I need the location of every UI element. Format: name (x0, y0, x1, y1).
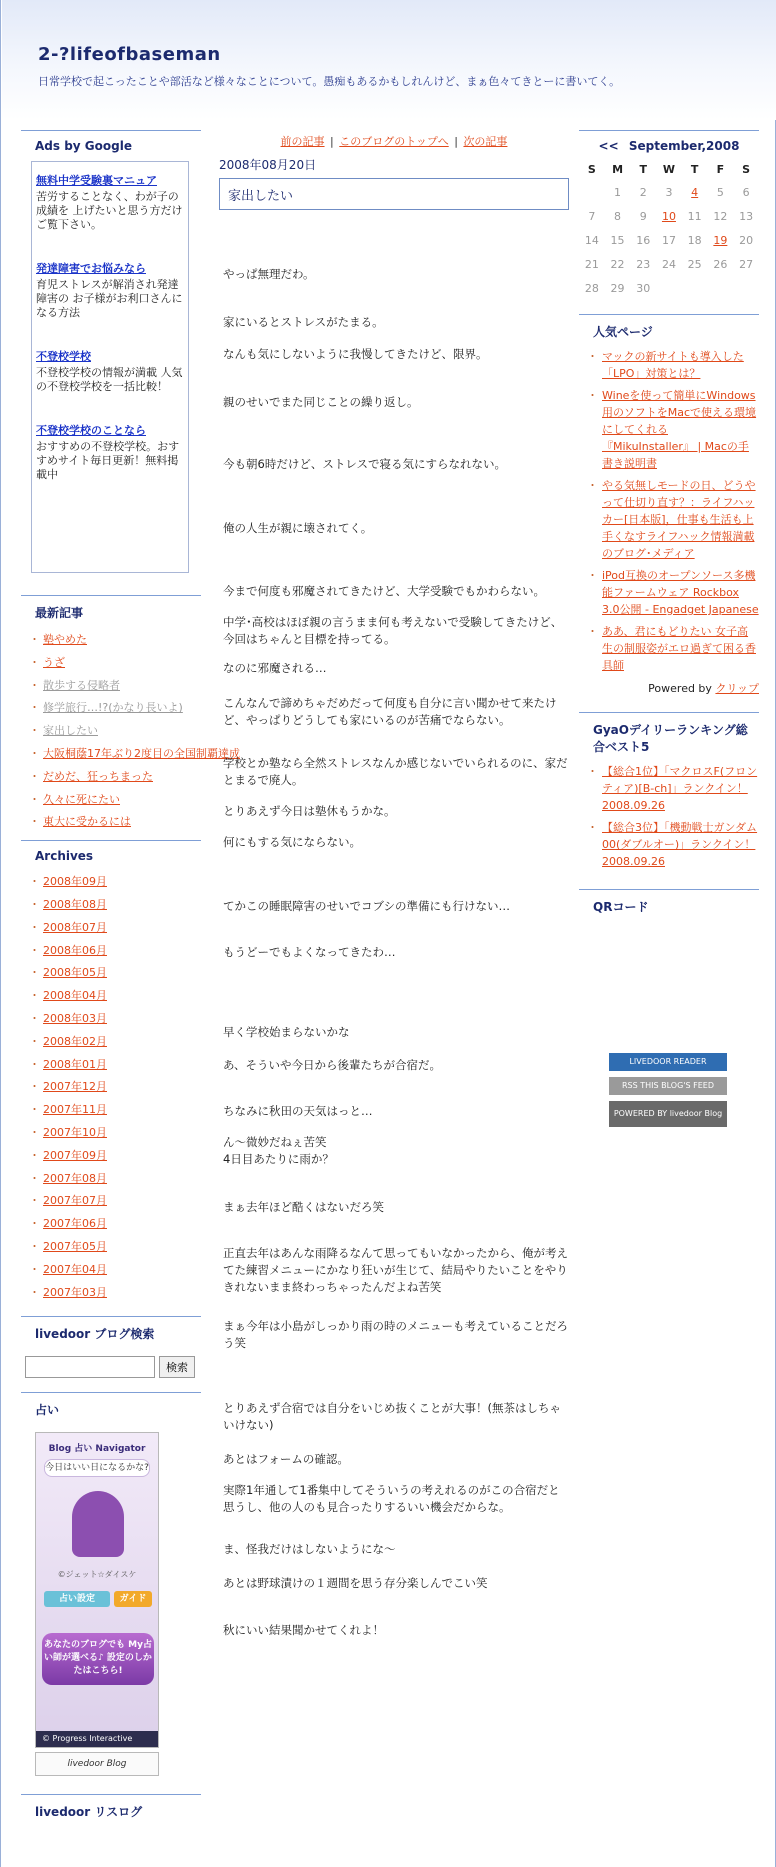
recent-post-item (29, 789, 201, 812)
nav-separator: | (454, 135, 458, 148)
blog-search-heading: livedoor ブログ検索 (21, 1316, 201, 1350)
bullet-icon: ・ (29, 815, 40, 829)
uranai-footer: © Progress Interactive (36, 1731, 158, 1747)
archive-item (29, 1282, 201, 1305)
recent-post-link[interactable]: 大阪桐蔭17年ぶり2度目の全国制覇達成 (43, 746, 240, 760)
popular-link[interactable]: マックの新サイトも導入した「LPO」対策とは？ (602, 350, 744, 380)
bullet-icon: ・ (29, 1194, 40, 1208)
calendar-weekday: T (639, 163, 648, 176)
bullet-icon: ・ (29, 769, 40, 783)
calendar-weekday: S (742, 163, 751, 176)
powered-by-livedoor-badge[interactable]: POWERED BY livedoor Blog (609, 1101, 727, 1127)
calendar-day: 7 (588, 209, 596, 223)
calendar-day-link[interactable]: 4 (691, 185, 699, 199)
calendar-day: 27 (739, 257, 754, 271)
calendar-week (579, 276, 759, 300)
calendar-day (579, 180, 605, 204)
calendar-day: 21 (584, 257, 599, 271)
post-paragraph: 今も朝6時だけど、ストレスで寝る気にすらなれない。 (223, 457, 506, 471)
powered-by (579, 680, 759, 696)
bullet-icon: ・ (29, 943, 40, 957)
popular-link[interactable]: Wineを使って簡単にWindows用のソフトをMacで使える環境にしてくれる『MikuInstaller』 | Macの手書き説明書 (602, 389, 757, 470)
bullet-icon: ・ (587, 389, 598, 402)
post-paragraph: ん～微妙だねぇ苦笑 4日目あたりに雨か？ (223, 1135, 334, 1166)
popular-item (587, 567, 759, 618)
ad-title[interactable]: 無料中学受験裏マニュア (36, 174, 157, 187)
ad-text: おすすめの不登校学校。おすすめサイト毎日更新！無料掲載中 (36, 440, 180, 481)
calendar-prev-link[interactable]: << (598, 139, 619, 153)
archive-item (29, 917, 201, 940)
blog-top-link[interactable]: このブログのトップへ (339, 135, 449, 148)
archive-item (29, 1008, 201, 1031)
ad-text: 不登校学校の情報が満載 人気の不登校学校を一括比較！ (36, 366, 183, 393)
rabbit-character-icon (72, 1491, 124, 1557)
recent-post-item (29, 697, 201, 720)
blog-description: 日常学校で起こったことや部活など様々なことについて。愚痴もあるかもしれんけど、まぁ色々てきとーに書いてく。 (38, 75, 621, 88)
calendar-header (579, 130, 759, 159)
calendar-day: 18 (687, 233, 702, 247)
livedoor-blog-badge[interactable]: livedoor Blog (35, 1752, 159, 1776)
recent-post-link[interactable]: だめだ、狂っちまった (43, 769, 153, 783)
recent-post-link[interactable]: 東大に受かるには (43, 815, 131, 829)
calendar-day: 17 (661, 233, 676, 247)
calendar-week (579, 228, 759, 252)
popular-item (587, 387, 759, 472)
recent-post-item (29, 743, 240, 766)
post-paragraph: まぁ今年は小島がしっかり雨の時のメニューも考えていることだろう笑 (223, 1319, 568, 1350)
archive-item (29, 894, 201, 917)
popular-heading: 人気ページ (579, 314, 759, 348)
recent-post-link[interactable]: 久々に死にたい (43, 792, 120, 806)
post-paragraph: 秋にいい結果聞かせてくれよ！ (223, 1623, 384, 1637)
archives-list (21, 871, 201, 1304)
blog-header (2, 0, 776, 120)
archive-link[interactable]: 2008年02月 (43, 1034, 107, 1048)
post-paragraph: あとはフォームの確認。 (223, 1452, 349, 1466)
archive-link[interactable]: 2007年05月 (43, 1239, 107, 1253)
bullet-icon: ・ (29, 724, 40, 738)
calendar-day-link[interactable]: 10 (661, 209, 676, 223)
bullet-icon: ・ (587, 821, 598, 834)
ads-box (31, 161, 189, 573)
recent-post-item (29, 811, 201, 834)
calendar-day: 9 (639, 209, 647, 223)
archive-link[interactable]: 2007年07月 (43, 1194, 107, 1208)
archive-link[interactable]: 2008年07月 (43, 920, 107, 934)
bullet-icon: ・ (29, 1125, 40, 1139)
archive-link[interactable]: 2007年03月 (43, 1285, 107, 1299)
recent-post-item (29, 652, 201, 675)
post-paragraph: てかこの睡眠障害のせいでコブシの準備にも行けない… (223, 899, 511, 913)
recent-posts-heading: 最新記事 (21, 595, 201, 629)
archive-link[interactable]: 2007年12月 (43, 1080, 107, 1094)
post-paragraph: ちなみに秋田の天気はっと… (223, 1104, 373, 1118)
calendar-weekday: S (587, 163, 596, 176)
archive-item (29, 1236, 201, 1259)
post-paragraph: こんなんで諦めちゃだめだって何度も自分に言い聞かせて来たけど、やっぱりどうしても家にいるのが苦痛でならない。 (223, 696, 557, 727)
calendar-day (708, 276, 734, 300)
bullet-icon: ・ (29, 875, 40, 889)
popular-list (579, 348, 759, 674)
calendar-day: 25 (687, 257, 702, 271)
ad-title[interactable]: 不登校学校 (36, 350, 91, 363)
bullet-icon: ・ (29, 1034, 40, 1048)
calendar-weekday: T (690, 163, 699, 176)
post-paragraph: とりあえず合宿では自分をいじめ抜くことが大事！(無茶はしちゃいけない) (223, 1401, 561, 1432)
recent-post-item (29, 720, 201, 743)
bullet-icon: ・ (29, 655, 40, 669)
post-paragraph: まぁ去年ほど酷くはないだろ笑 (223, 1200, 384, 1214)
popular-link[interactable]: iPod互換のオープンソース多機能ファームウェア Rockbox 3.0公開 - Engadget Japanese (602, 569, 759, 616)
livedoor-reader-badge[interactable]: LIVEDOOR READER (609, 1053, 727, 1071)
bullet-icon: ・ (29, 1011, 40, 1025)
main-content (219, 130, 569, 1637)
popular-link[interactable]: やる気無しモードの日、どうやって仕切り直す？：ライフハッカー[日本版]，仕事も生活も上手くなすライフハック情報満載のブログ･メディア (602, 479, 756, 560)
bullet-icon: ・ (29, 1148, 40, 1162)
qr-code-area (579, 923, 759, 1053)
blog-search-form (21, 1350, 201, 1378)
bullet-icon: ・ (29, 920, 40, 934)
calendar-day: 16 (636, 233, 651, 247)
archive-link[interactable]: 2008年05月 (43, 966, 107, 980)
archive-item (29, 1259, 201, 1282)
uranai-heading: 占い (21, 1392, 201, 1426)
ad-title[interactable]: 発達障害でお悩みなら (36, 262, 146, 275)
calendar-day: 29 (610, 281, 625, 295)
post-paragraph: 家にいるとストレスがたまる。 (223, 315, 384, 329)
calendar-day: 8 (614, 209, 622, 223)
bullet-icon: ・ (29, 1080, 40, 1094)
calendar-day: 23 (636, 257, 651, 271)
popular-item (587, 348, 759, 382)
calendar-day-link[interactable]: 19 (713, 233, 728, 247)
archive-item (29, 1031, 201, 1054)
post-paragraph: 実際1年通して1番集中してそういうの考えれるのがこの合宿だと思うし、他の人のも見合ったりするいい機会だからな。 (223, 1483, 560, 1514)
calendar-day (733, 276, 759, 300)
bullet-icon: ・ (29, 966, 40, 980)
blog-search-input[interactable] (25, 1356, 155, 1378)
archive-item (29, 1190, 201, 1213)
calendar-day (656, 276, 682, 300)
archive-link[interactable]: 2007年08月 (43, 1171, 107, 1185)
archive-item (29, 940, 201, 963)
post-paragraph: もうどーでもよくなってきたわ… (223, 945, 396, 959)
recent-post-link[interactable]: 散歩する侵略者 (43, 678, 120, 692)
post-paragraph: とりあえず今日は塾休もうかな。 (223, 804, 396, 818)
archive-item (29, 1168, 201, 1191)
archive-link[interactable]: 2008年01月 (43, 1057, 107, 1071)
calendar-day: 20 (739, 233, 754, 247)
popular-item (587, 623, 759, 674)
post-paragraph: 今まで何度も邪魔されてきたけど、大学受験でもかわらない。 (223, 584, 545, 598)
ad-item (36, 172, 184, 232)
calendar-week (579, 204, 759, 228)
uranai-bubble: 今日はいい日になるかな? (44, 1459, 150, 1477)
post-paragraph: あ、そういや今日から後輩たちが合宿だ。 (223, 1058, 442, 1072)
risulog-heading: livedoor リスログ (21, 1794, 201, 1828)
calendar-day: 11 (687, 209, 702, 223)
popular-item (587, 477, 759, 562)
ad-text: 苦労することなく、わが子の成績を 上げたいと思う方だけご覧下さい。 (36, 190, 183, 231)
gyao-item (587, 819, 759, 870)
recent-post-item (29, 675, 201, 698)
ad-item (36, 422, 184, 482)
bullet-icon: ・ (29, 701, 40, 715)
calendar-day (682, 276, 708, 300)
archive-link[interactable]: 2007年10月 (43, 1125, 107, 1139)
uranai-banner[interactable]: あなたのブログでも My占い師が選べる♪ 設定のしかたはこちら! (42, 1633, 154, 1685)
post-paragraph: 何にもする気にならない。 (223, 835, 361, 849)
calendar-day: 15 (610, 233, 625, 247)
uranai-widget[interactable] (35, 1432, 159, 1748)
calendar-day: 13 (739, 209, 754, 223)
recent-post-link[interactable]: うざ (43, 655, 65, 669)
gyao-link[interactable]: 【総合1位】「マクロスF(フロンティア)[B-ch]」ランクイン！2008.09.26 (602, 765, 758, 812)
calendar-month: September,2008 (628, 139, 740, 153)
bullet-icon: ・ (587, 479, 598, 492)
archive-item (29, 1213, 201, 1236)
ad-text: 育児ストレスが解消され発達障害の お子様がお利口さんになる方法 (36, 278, 183, 319)
post-title[interactable]: 家出したい (219, 178, 569, 210)
bullet-icon: ・ (29, 1285, 40, 1299)
gyao-heading: GyaOデイリーランキング総合ベスト5 (579, 712, 759, 763)
bullet-icon: ・ (29, 746, 40, 760)
uranai-settings-button[interactable]: 占い設定 (44, 1591, 110, 1607)
blog-search-button[interactable]: 検索 (159, 1356, 195, 1378)
post-navigation (219, 133, 569, 149)
archive-item (29, 1054, 201, 1077)
archive-item (29, 1099, 201, 1122)
archives-heading: Archives (21, 840, 201, 871)
post-paragraph: やっぱ無理だわ。 (223, 267, 315, 281)
bullet-icon: ・ (29, 1103, 40, 1117)
bullet-icon: ・ (29, 897, 40, 911)
nav-separator: | (330, 135, 334, 148)
archive-link[interactable]: 2008年09月 (43, 875, 107, 889)
post-paragraph: なのに邪魔される… (223, 661, 327, 675)
post-paragraph: 親のせいでまた同じことの繰り返し。 (223, 395, 419, 409)
calendar-weekday: F (716, 163, 725, 176)
clip-link[interactable]: クリップ (715, 682, 759, 695)
recent-post-link[interactable]: 塾やめた (43, 633, 87, 646)
bullet-icon: ・ (29, 1217, 40, 1231)
calendar-table (579, 159, 759, 300)
archive-link[interactable]: 2008年08月 (43, 897, 107, 911)
gyao-link[interactable]: 【総合3位】「機動戦士ガンダム00(ダブルオー)」ランクイン！2008.09.26 (602, 821, 758, 868)
ad-item (36, 260, 184, 320)
bullet-icon: ・ (29, 1171, 40, 1185)
archive-link[interactable]: 2007年04月 (43, 1262, 107, 1276)
recent-post-link[interactable]: 家出したい (43, 724, 98, 738)
bullet-icon: ・ (29, 1239, 40, 1253)
gyao-item (587, 763, 759, 814)
right-sidebar (579, 130, 759, 1127)
ads-heading: Ads by Google (21, 130, 201, 161)
calendar-day: 30 (636, 281, 651, 295)
calendar-week (579, 252, 759, 276)
ad-title[interactable]: 不登校学校のことなら (36, 424, 146, 437)
calendar-day: 1 (614, 185, 622, 199)
bullet-icon: ・ (29, 1262, 40, 1276)
recent-post-item (29, 629, 201, 652)
uranai-credit: ©ジェット☆ダイスケ (57, 1570, 137, 1580)
uranai-guide-button[interactable]: ガイド (114, 1591, 152, 1607)
recent-post-item (29, 766, 201, 789)
calendar-day: 6 (742, 185, 750, 199)
bullet-icon: ・ (587, 625, 598, 638)
post-paragraph: 学校とか塾なら全然ストレスなんか感じないでいられるのに、家だとまるで廃人。 (223, 756, 568, 787)
calendar-day: 12 (713, 209, 728, 223)
post-paragraph: あとは野球漬けの１週間を思う存分楽しんでこい笑 (223, 1576, 488, 1590)
calendar-weekday: M (612, 163, 624, 176)
recent-posts-list (21, 629, 240, 834)
calendar-day: 14 (584, 233, 599, 247)
gyao-list (579, 763, 759, 870)
calendar-week (579, 180, 759, 204)
calendar-day: 2 (639, 185, 647, 199)
archive-link[interactable]: 2007年11月 (43, 1103, 107, 1117)
archive-item (29, 985, 201, 1008)
archive-item (29, 1145, 201, 1168)
blog-title[interactable]: 2-?lifeofbaseman (38, 44, 221, 65)
bullet-icon: ・ (587, 350, 598, 363)
post-paragraph: 早く学校始まらないかな (223, 1025, 350, 1039)
archive-link[interactable]: 2008年03月 (43, 1011, 107, 1025)
calendar-day: 5 (716, 185, 724, 199)
qr-heading: QRコード (579, 889, 759, 923)
archive-item (29, 871, 201, 894)
archive-item (29, 1076, 201, 1099)
post-paragraph: ま、怪我だけはしないようにな～ (223, 1542, 396, 1556)
ad-item (36, 348, 184, 394)
uranai-nav-title: Blog 占い Navigator (48, 1444, 146, 1455)
calendar-day: 26 (713, 257, 728, 271)
calendar-day: 28 (584, 281, 599, 295)
post-paragraph: 俺の人生が親に壊されてく。 (223, 521, 373, 535)
bullet-icon: ・ (587, 765, 598, 778)
rss-feed-badge[interactable]: RSS THIS BLOG'S FEED (609, 1077, 727, 1095)
post-date: 2008年08月20日 (219, 158, 317, 172)
archive-item (29, 1122, 201, 1145)
post-paragraph: 中学･高校はほぼ親の言うまま何も考えないで受験してきたけど、今回はちゃんと目標を持ってる。 (223, 615, 563, 646)
bullet-icon: ・ (29, 678, 40, 692)
archive-item (29, 962, 201, 985)
archive-link[interactable]: 2008年04月 (43, 989, 107, 1003)
next-post-link[interactable]: 次の記事 (463, 135, 508, 148)
post-paragraph: なんも気にしないように我慢してきたけど、限界。 (223, 347, 488, 361)
recent-post-link[interactable]: 修学旅行…!?(かなり長いよ) (43, 701, 183, 715)
calendar-weekday: W (662, 163, 676, 176)
powered-by-text: Powered by (648, 682, 712, 695)
left-sidebar (21, 130, 240, 1828)
popular-link[interactable]: ああ、君にもどりたい 女子高生の制服姿がエロ過ぎて困る香具師 (602, 625, 756, 672)
archive-link[interactable]: 2007年09月 (43, 1148, 107, 1162)
bullet-icon: ・ (587, 569, 598, 582)
bullet-icon: ・ (29, 989, 40, 1003)
archive-link[interactable]: 2007年06月 (43, 1217, 107, 1231)
calendar-day: 22 (610, 257, 625, 271)
calendar-day: 3 (665, 185, 673, 199)
post-paragraph: 正直去年はあんな雨降るなんて思ってもいなかったから、俺が考えてた練習メニューにかなり狂いが生じて、結局やりたいことをやりきれないまま終わっちゃったんだよね苦笑 (223, 1246, 568, 1294)
prev-post-link[interactable]: 前の記事 (280, 135, 325, 148)
bullet-icon: ・ (29, 1057, 40, 1071)
calendar-day: 24 (661, 257, 676, 271)
bullet-icon: ・ (29, 633, 40, 646)
archive-link[interactable]: 2008年06月 (43, 943, 107, 957)
bullet-icon: ・ (29, 792, 40, 806)
